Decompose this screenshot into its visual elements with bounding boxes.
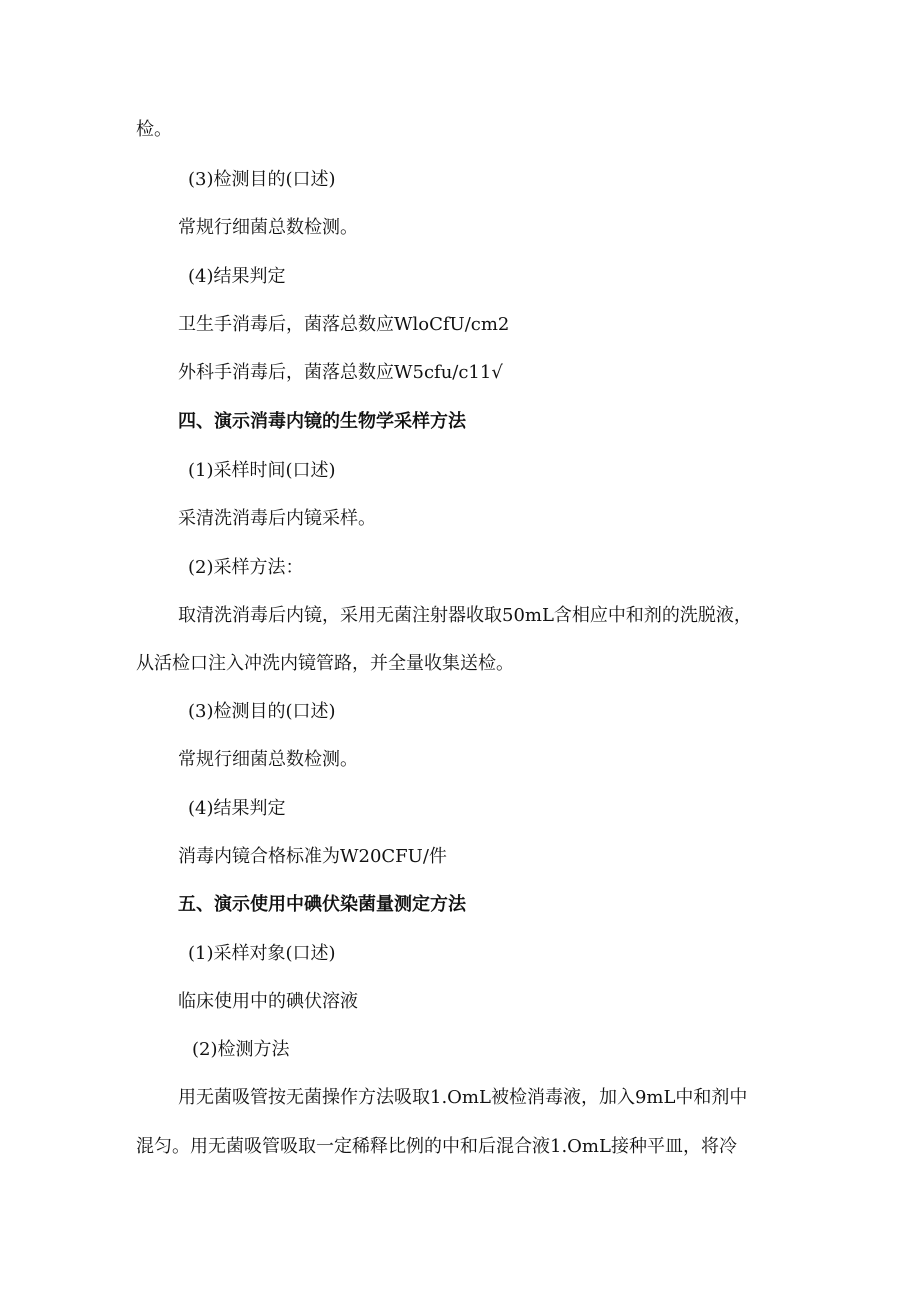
text-line: 常规行细菌总数检测。 (178, 217, 358, 238)
subheading: (3)检测目的(口述) (188, 701, 336, 722)
paragraph-line: 从活检口注入冲洗内镜管路，并全量收集送检。 (136, 653, 514, 674)
subheading: (4)结果判定 (188, 266, 286, 287)
text-line: 外科手消毒后，菌落总数应W5cfu∕c11√ (178, 362, 503, 383)
text-line: 采清洗消毒后内镜采样。 (178, 508, 376, 529)
paragraph-line: 取清洗消毒后内镜，采用无菌注射器收取50mL含相应中和剂的洗脱液， (178, 605, 752, 626)
text-line: 检。 (136, 119, 172, 140)
subheading: (3)检测目的(口述) (188, 169, 336, 190)
subheading: (1)采样对象(口述) (188, 943, 336, 964)
paragraph-line: 用无菌吸管按无菌操作方法吸取1.OmL被检消毒液，加入9mL中和剂中 (178, 1087, 748, 1108)
section-heading: 五、演示使用中碘伏染菌量测定方法 (178, 894, 466, 915)
subheading: (4)结果判定 (188, 798, 286, 819)
subheading: (2)采样方法： (188, 557, 304, 578)
section-heading: 四、演示消毒内镜的生物学采样方法 (178, 411, 466, 432)
paragraph-line: 混匀。用无菌吸管吸取一定稀释比例的中和后混合液1.OmL接种平皿，将冷 (136, 1136, 737, 1157)
text-line: 常规行细菌总数检测。 (178, 749, 358, 770)
text-line: 消毒内镜合格标准为W20CFU/件 (178, 846, 447, 867)
text-line: 临床使用中的碘伏溶液 (178, 991, 358, 1012)
subheading: (2)检测方法 (192, 1039, 290, 1060)
subheading: (1)采样时间(口述) (188, 460, 336, 481)
text-line: 卫生手消毒后，菌落总数应WloCfU/cm2 (178, 314, 510, 335)
